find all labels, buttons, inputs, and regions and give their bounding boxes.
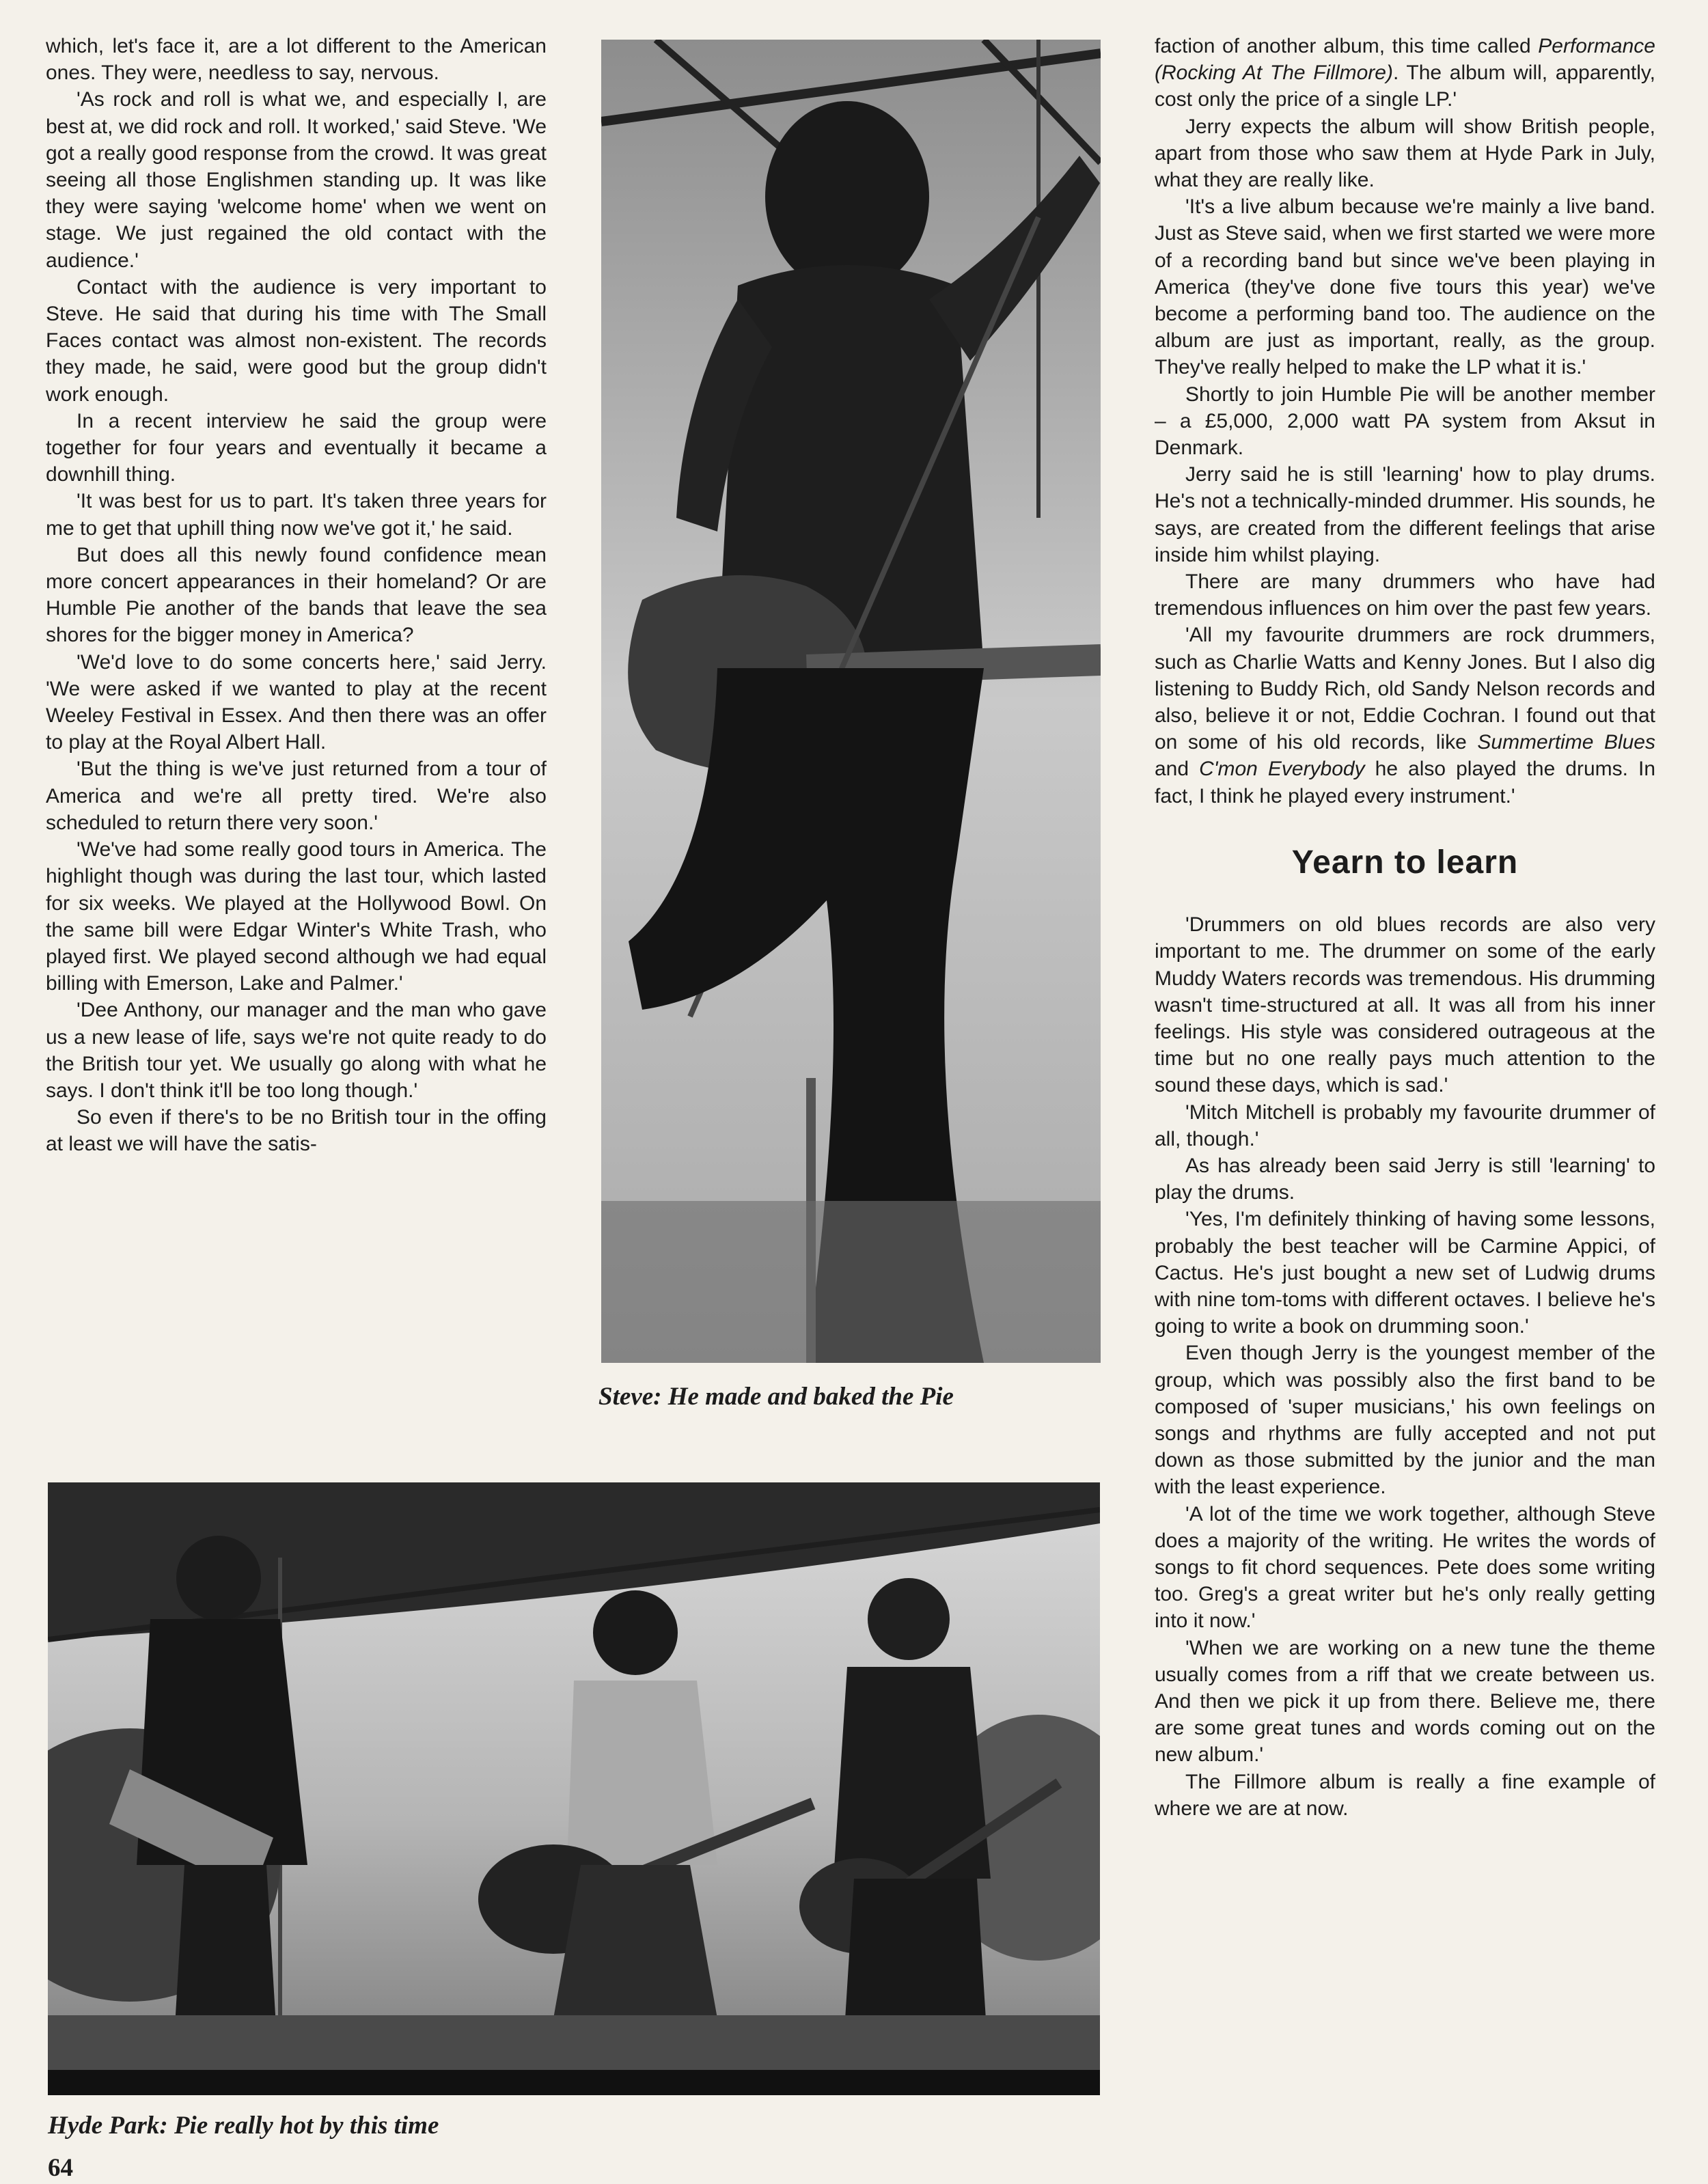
page-number: 64 bbox=[48, 2154, 73, 2182]
paragraph: Jerry expects the album will show British people, apart from those who saw them at Hyde Park in July, what they are really like. bbox=[1155, 115, 1655, 192]
paragraph: 'It was best for us to part. It's taken three years for me to get that uphill thing now we've got it,' he said. bbox=[46, 490, 547, 540]
text-run: . The album will, apparently, cost only the price of a single LP.' bbox=[1155, 61, 1655, 111]
paragraph: Even though Jerry is the youngest member of the group, which was possibly also the first band to be composed of 'super musicians,' his own feelings on songs and rhythms are fully accepted and not put down as those submitted by the junior and the man with the least experience. bbox=[1155, 1342, 1655, 1499]
paragraph: Shortly to join Humble Pie will be another member – a £5,000, 2,000 watt PA system from Aksut in Denmark. bbox=[1155, 383, 1655, 460]
paragraph: 'A lot of the time we work together, although Steve does a majority of the writing. He writes the words of songs to fit chord sequences. Pete does some writing too. Greg's a great writer but he's only really getting into it now.' bbox=[1155, 1502, 1655, 1633]
steve-photo-caption: Steve: He made and baked the Pie bbox=[598, 1383, 954, 1411]
paragraph: The Fillmore album is really a fine example of where we are at now. bbox=[1155, 1770, 1655, 1820]
paragraph: 'Mitch Mitchell is probably my favourite drummer of all, though.' bbox=[1155, 1101, 1655, 1150]
paragraph bbox=[1155, 622, 1655, 809]
paragraph: 'Drummers on old blues records are also very important to me. The drummer on some of the early Muddy Waters records was tremendous. His drumming wasn't time-structured at all. It was all from his inner feelings. His style was considered outrageous at the time but no one really pays much attention to the sound these days, which is sad.' bbox=[1155, 913, 1655, 1097]
paragraph: 'It's a live album because we're mainly a live band. Just as Steve said, when we first started we were more of a recording band but since we've been playing in America (they've done five tours this year) we've become a performing band too. The audience on the album are just as important, really, as the group. They've really helped to make the LP what it is.' bbox=[1155, 195, 1655, 379]
paragraph: 'We'd love to do some concerts here,' said Jerry. 'We were asked if we wanted to play at the recent Weeley Festival in Essex. And then there was an offer to play at the Royal Albert Hall. bbox=[46, 650, 547, 754]
text-run: 'All my favourite drummers are rock drummers, such as Charlie Watts and Kenny Jones. But I also dig listening to Buddy Rich, old Sandy Nelson records and also, believe it or not, Eddie Cochran. I found out that on some of his old records, like bbox=[1155, 624, 1655, 754]
paragraph: 'But the thing is we've just returned from a tour of America and we're all pretty tired. We're also scheduled to return there very soon.' bbox=[46, 758, 547, 834]
song-title: C'mon Everybody bbox=[1199, 758, 1365, 781]
paragraph: In a recent interview he said the group were together for four years and eventually it became a downhill thing. bbox=[46, 409, 547, 486]
text-run: and bbox=[1155, 758, 1200, 781]
paragraph: So even if there's to be no British tour in the offing at least we will have the satis- bbox=[46, 1106, 547, 1156]
steve-photo-image bbox=[601, 40, 1101, 1363]
song-title: Summertime Blues bbox=[1477, 731, 1655, 754]
paragraph: Contact with the audience is very important to Steve. He said that during his time with The Small Faces contact was almost non-existent. The records they made, he said, were good but the group didn't work enough. bbox=[46, 275, 547, 406]
paragraph: There are many drummers who have had tremendous influences on him over the past few years. bbox=[1155, 570, 1655, 620]
paragraph bbox=[1155, 33, 1655, 113]
steve-performing-photo bbox=[601, 40, 1101, 1363]
paragraph: 'Dee Anthony, our manager and the man who gave us a new lease of life, says we're not quite ready to do the British tour yet. We usually go along with what he says. I don't think it'll be too long though.' bbox=[46, 999, 547, 1102]
text-run: faction of another album, this time called bbox=[1155, 35, 1539, 57]
album-title: Performance (Rocking At The Fillmore) bbox=[1155, 35, 1655, 85]
paragraph: As has already been said Jerry is still 'learning' to play the drums. bbox=[1155, 1154, 1655, 1204]
paragraph: 'Yes, I'm definitely thinking of having some lessons, probably the best teacher will be Carmine Appici, of Cactus. He's just bought a new set of Ludwig drums with nine tom-toms with different octaves. I believe he's going to write a book on drumming soon.' bbox=[1155, 1208, 1655, 1338]
paragraph: Jerry said he is still 'learning' how to play drums. He's not a technically-minded drummer. His sounds, he says, are created from the different feelings that arise inside him whilst playing. bbox=[1155, 463, 1655, 566]
article-column-left bbox=[46, 33, 547, 1422]
paragraph: which, let's face it, are a lot different to the American ones. They were, needless to say, nervous. bbox=[46, 35, 547, 85]
paragraph: But does all this newly found confidence mean more concert appearances in their homeland? Or are Humble Pie another of the bands that leave the sea shores for the bigger money in America? bbox=[46, 543, 547, 647]
hyde-park-band-photo bbox=[48, 1482, 1100, 2095]
hyde-park-photo-caption: Hyde Park: Pie really hot by this time bbox=[48, 2112, 439, 2140]
text-run: he also played the drums. In fact, I think he played every instrument.' bbox=[1155, 758, 1655, 807]
paragraph: 'We've had some really good tours in America. The highlight though was during the last tour, which lasted for six weeks. We played at the Hollywood Bowl. On the same bill were Edgar Winter's White Trash, who played first. We played second although we had equal billing with Emerson, Lake and Palmer.' bbox=[46, 838, 547, 995]
subheading: Yearn to learn bbox=[1291, 844, 1519, 881]
paragraph: 'As rock and roll is what we, and especially I, are best at, we did rock and roll. It worked,' said Steve. 'We got a really good response from the crowd. It was great seeing all those Englishmen standing up. It was like they were saying 'welcome home' when we went on stage. We just regained the old contact with the audience.' bbox=[46, 88, 547, 272]
paragraph: 'When we are working on a new tune the theme usually comes from a riff that we create between us. And then we pick it up from there. Believe me, there are some great tunes and words coming out on the new album.' bbox=[1155, 1636, 1655, 1767]
hyde-park-photo-image bbox=[48, 1482, 1100, 2095]
article-column-right bbox=[1155, 33, 1655, 2151]
